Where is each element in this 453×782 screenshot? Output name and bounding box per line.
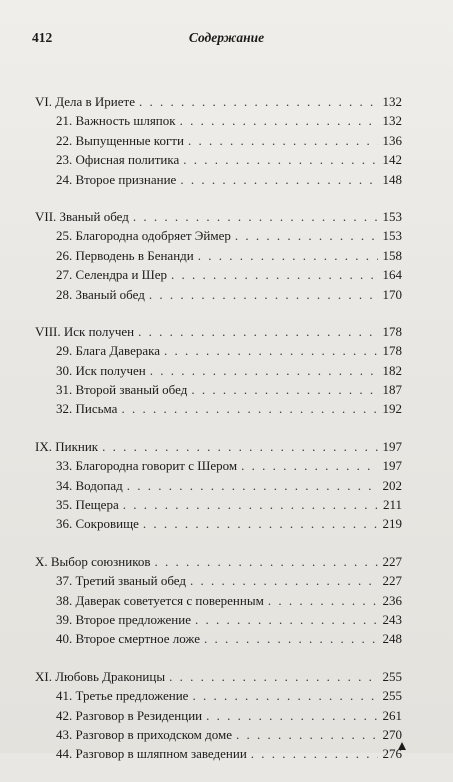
leader-dots [268,591,378,610]
toc-chapter-row [35,610,402,629]
page-corner-mark-icon [398,742,406,750]
toc-chapter-row [35,456,402,475]
toc-chapter-title: 32. Письма [56,401,118,417]
toc-chapter-title: 39. Второе предложение [56,611,191,627]
leader-dots [164,341,378,360]
leader-dots [133,207,378,226]
toc-page-number: 170 [382,286,402,302]
toc-page-number: 255 [382,688,402,704]
toc-chapter-row [35,629,402,648]
toc-chapter-title: 34. Водопад [56,477,123,493]
toc-part-row [35,437,402,456]
leader-dots [121,399,378,418]
toc-chapter-title: 35. Пещера [56,497,119,513]
toc-page-number: 255 [382,668,402,684]
leader-dots [235,226,378,245]
toc-page-number: 202 [382,477,402,493]
page-number: 412 [32,30,53,45]
toc-page-number: 197 [382,458,402,474]
toc-chapter-row [35,111,402,130]
toc-chapter-title: 30. Иск получен [56,362,146,378]
toc-chapter-row [35,706,402,725]
toc-page-number: 132 [382,94,402,109]
toc-part [35,92,402,189]
toc-chapter-title: 33. Благородна говорит с Шером [56,458,238,474]
toc-chapter-row [35,571,402,590]
leader-dots [251,744,378,763]
toc-page-number: 261 [382,707,402,723]
toc-chapter-title: 42. Разговор в Резиденции [56,707,203,723]
toc-page-number: 136 [382,132,402,148]
toc-page-number: 148 [382,171,402,187]
toc-chapter-title: 38. Даверак советуется с поверенным [56,592,264,608]
running-head [0,30,453,50]
leader-dots [236,725,378,744]
leader-dots [169,667,378,686]
toc-page-number: 182 [382,362,402,378]
leader-dots [143,514,378,533]
leader-dots [206,706,378,725]
toc-chapter-row [35,361,402,380]
toc-page-number: 243 [382,611,402,627]
toc-part-row [35,667,402,686]
toc-chapter-row [35,399,402,418]
toc-chapter-title: 44. Разговор в шляпном заведении [56,746,247,762]
leader-dots [123,495,378,514]
toc-chapter-title: 40. Второе смертное ложе [56,631,201,647]
toc-page-number: 270 [382,726,402,742]
toc-chapter-title: 29. Блага Даверака [56,343,161,359]
leader-dots [241,456,378,475]
toc-chapter-row [35,591,402,610]
toc-page-number: 187 [382,382,402,398]
toc-page-number: 178 [382,343,402,359]
leader-dots [154,552,378,571]
leader-dots [198,246,378,265]
leader-dots [180,170,378,189]
toc-chapter-row [35,226,402,245]
toc-chapter-row [35,686,402,705]
toc-page-number: 153 [382,208,402,224]
toc-chapter-row [35,514,402,533]
leader-dots [191,380,378,399]
toc-chapter-row [35,246,402,265]
toc-part-row [35,92,402,111]
toc-page-number: 219 [382,516,402,532]
toc-page-number: 197 [382,438,402,454]
toc-chapter-row [35,380,402,399]
table-of-contents [35,92,402,782]
toc-chapter-title: 28. Званый обед [56,286,145,302]
toc-part-title: VII. Званый обед [35,208,129,224]
toc-part-title: VI. Дела в Ириете [35,94,135,109]
toc-chapter-title: 27. Селендра и Шер [56,267,168,283]
toc-chapter-title: 25. Благородна одобряет Эймер [56,228,231,244]
leader-dots [139,92,378,111]
toc-page-number: 153 [382,228,402,244]
toc-chapter-title: 43. Разговор в приходском доме [56,726,233,742]
leader-dots [183,150,378,169]
toc-page-number: 132 [382,113,402,129]
toc-page-number: 142 [382,152,402,168]
leader-dots [149,285,378,304]
toc-chapter-row [35,131,402,150]
toc-chapter-title: 24. Второе признание [56,171,177,187]
toc-page-number: 227 [382,573,402,589]
toc-chapter-title: 22. Выпущенные когти [56,132,184,148]
leader-dots [192,686,378,705]
toc-page-number: 158 [382,247,402,263]
leader-dots [150,361,378,380]
toc-part-title: VIII. Иск получен [35,323,135,339]
toc-page-number: 227 [382,553,402,569]
toc-part [35,667,402,764]
leader-dots [195,610,378,629]
toc-part-title: IX. Пикник [35,438,99,454]
leader-dots [171,265,378,284]
page-header-title: Содержание [188,30,265,45]
toc-chapter-row [35,341,402,360]
toc-chapter-title: 31. Второй званый обед [56,382,188,398]
toc-page-number: 276 [382,746,402,762]
toc-part-title: X. Выбор союзников [35,553,151,569]
toc-chapter-row [35,744,402,763]
leader-dots [188,131,378,150]
leader-dots [102,437,378,456]
toc-page-number: 164 [382,267,402,283]
toc-chapter-title: 23. Офисная политика [56,152,180,168]
toc-part-title: XI. Любовь Драконицы [35,668,166,684]
toc-page-number: 248 [382,631,402,647]
toc-chapter-row [35,265,402,284]
toc-chapter-title: 37. Третий званый обед [56,573,186,589]
leader-dots [127,476,378,495]
toc-page-number: 178 [382,323,402,339]
toc-part [35,552,402,649]
toc-part [35,437,402,534]
toc-page-number: 211 [382,497,402,513]
toc-chapter-row [35,170,402,189]
toc-part [35,322,402,419]
toc-part-row [35,322,402,341]
toc-chapter-title: 26. Перводень в Бенанди [56,247,194,263]
toc-chapter-row [35,476,402,495]
toc-chapter-title: 41. Третье предложение [56,688,189,704]
leader-dots [180,111,378,130]
toc-chapter-title: 21. Важность шляпок [56,113,176,129]
toc-chapter-row [35,495,402,514]
toc-chapter-row [35,725,402,744]
toc-part [35,207,402,304]
toc-page-number: 236 [382,592,402,608]
toc-part-row [35,552,402,571]
toc-page-number: 192 [382,401,402,417]
toc-chapter-title: 36. Сокровище [56,516,139,532]
toc-part-row [35,207,402,226]
leader-dots [138,322,378,341]
toc-chapter-row [35,150,402,169]
toc-chapter-row [35,285,402,304]
leader-dots [204,629,378,648]
leader-dots [190,571,378,590]
